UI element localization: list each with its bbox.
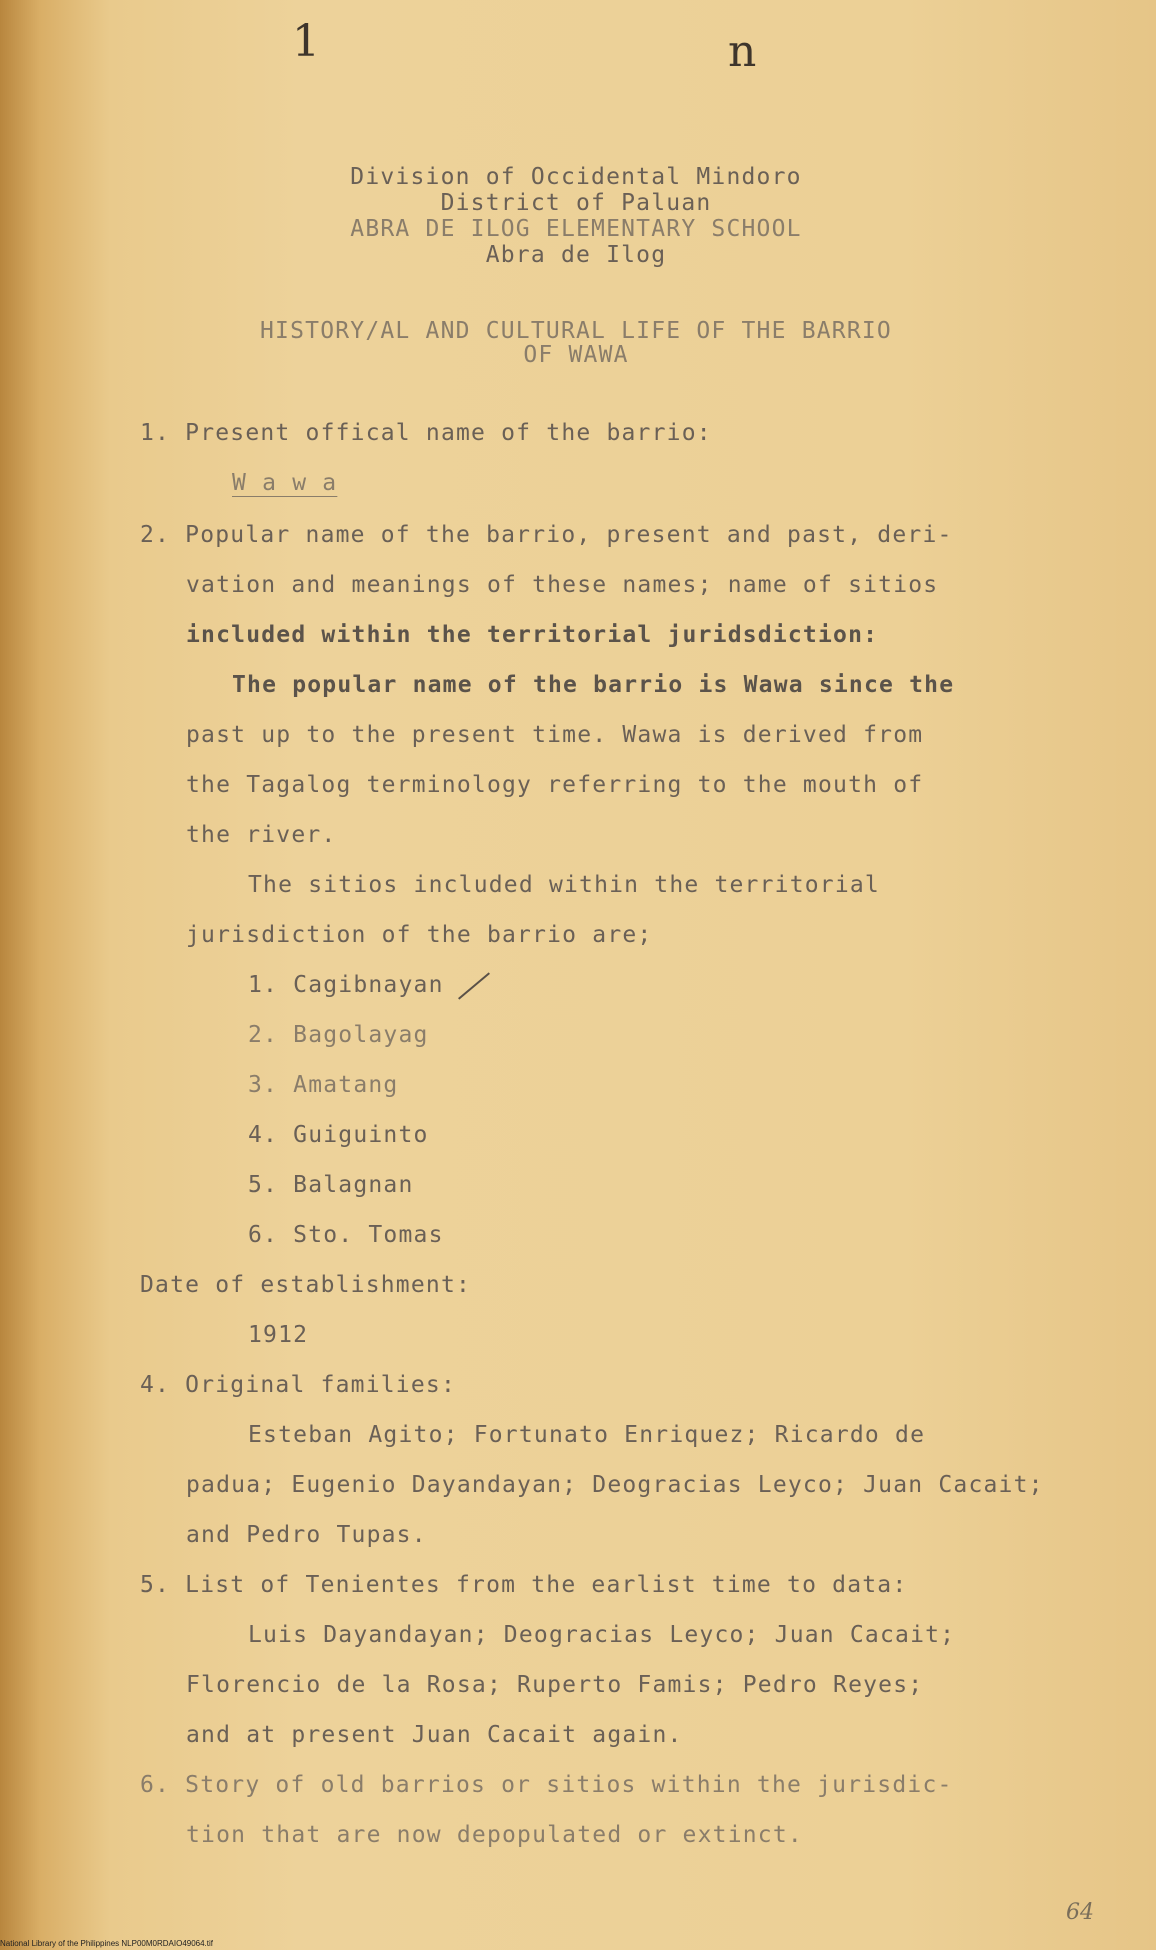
answer-5-line1: Luis Dayandayan; Deogracias Leyco; Juan Cacait; <box>248 1622 956 1648</box>
answer-2-para1-line4: the river. <box>186 822 337 848</box>
document-title: HISTORY/AL AND CULTURAL LIFE OF THE BARRIO <box>260 318 892 344</box>
page-number: 64 <box>1066 1900 1094 1925</box>
sitio-item: 6. Sto. Tomas <box>248 1222 444 1248</box>
question-4: 4. Original families: <box>140 1372 456 1398</box>
answer-2-para1-line3: the Tagalog terminology referring to the mouth of <box>186 772 924 798</box>
answer-2-para1-line2: past up to the present time. Wawa is derived from <box>186 722 924 748</box>
scan-footer: National Library of the Philippines NLP00M0RDAIO49064.tif <box>0 1939 214 1948</box>
answer-4-line2: padua; Eugenio Dayandayan; Deogracias Leyco; Juan Cacait; <box>186 1472 1044 1498</box>
question-2-line1: 2. Popular name of the barrio, present and past, deri- <box>140 522 953 548</box>
header-district: District of Paluan <box>440 190 712 216</box>
answer-5-line3: and at present Juan Cacait again. <box>186 1722 683 1748</box>
sitio-item: 1. Cagibnayan <box>248 972 444 998</box>
header-division: Division of Occidental Mindoro <box>350 164 802 190</box>
sitio-item: 3. Amatang <box>248 1072 399 1098</box>
answer-1: W a w a <box>232 470 338 496</box>
answer-2-para1-line1: The popular name of the barrio is Wawa since the <box>232 672 955 698</box>
handwritten-mark-right: n <box>728 26 757 77</box>
question-3: Date of establishment: <box>140 1272 472 1298</box>
header-town: Abra de Ilog <box>485 242 667 268</box>
answer-3: 1912 <box>248 1322 309 1348</box>
header-school: ABRA DE ILOG ELEMENTARY SCHOOL <box>350 216 802 242</box>
document-title-line2: OF WAWA <box>523 342 629 368</box>
question-6-line1: 6. Story of old barrios or sitios within the jurisdic- <box>140 1772 953 1798</box>
handwritten-mark-left: 1 <box>292 16 320 67</box>
answer-4-line1: Esteban Agito; Fortunato Enriquez; Ricardo de <box>248 1422 926 1448</box>
answer-4-line3: and Pedro Tupas. <box>186 1522 427 1548</box>
question-1: 1. Present offical name of the barrio: <box>140 420 712 446</box>
sitio-item: 5. Balagnan <box>248 1172 414 1198</box>
check-mark <box>458 972 490 999</box>
question-5: 5. List of Tenientes from the earlist time to data: <box>140 1572 908 1598</box>
answer-2-para2-line2: jurisdiction of the barrio are; <box>186 922 653 948</box>
answer-5-line2: Florencio de la Rosa; Ruperto Famis; Pedro Reyes; <box>186 1672 924 1698</box>
question-2-line2: vation and meanings of these names; name of sitios <box>186 572 939 598</box>
sitio-item: 4. Guiguinto <box>248 1122 429 1148</box>
question-6-line2: tion that are now depopulated or extinct. <box>186 1822 803 1848</box>
sitio-item: 2. Bagolayag <box>248 1022 429 1048</box>
question-2-line3: included within the territorial juridsdiction: <box>186 622 879 648</box>
answer-2-para2-line1: The sitios included within the territorial <box>248 872 880 898</box>
